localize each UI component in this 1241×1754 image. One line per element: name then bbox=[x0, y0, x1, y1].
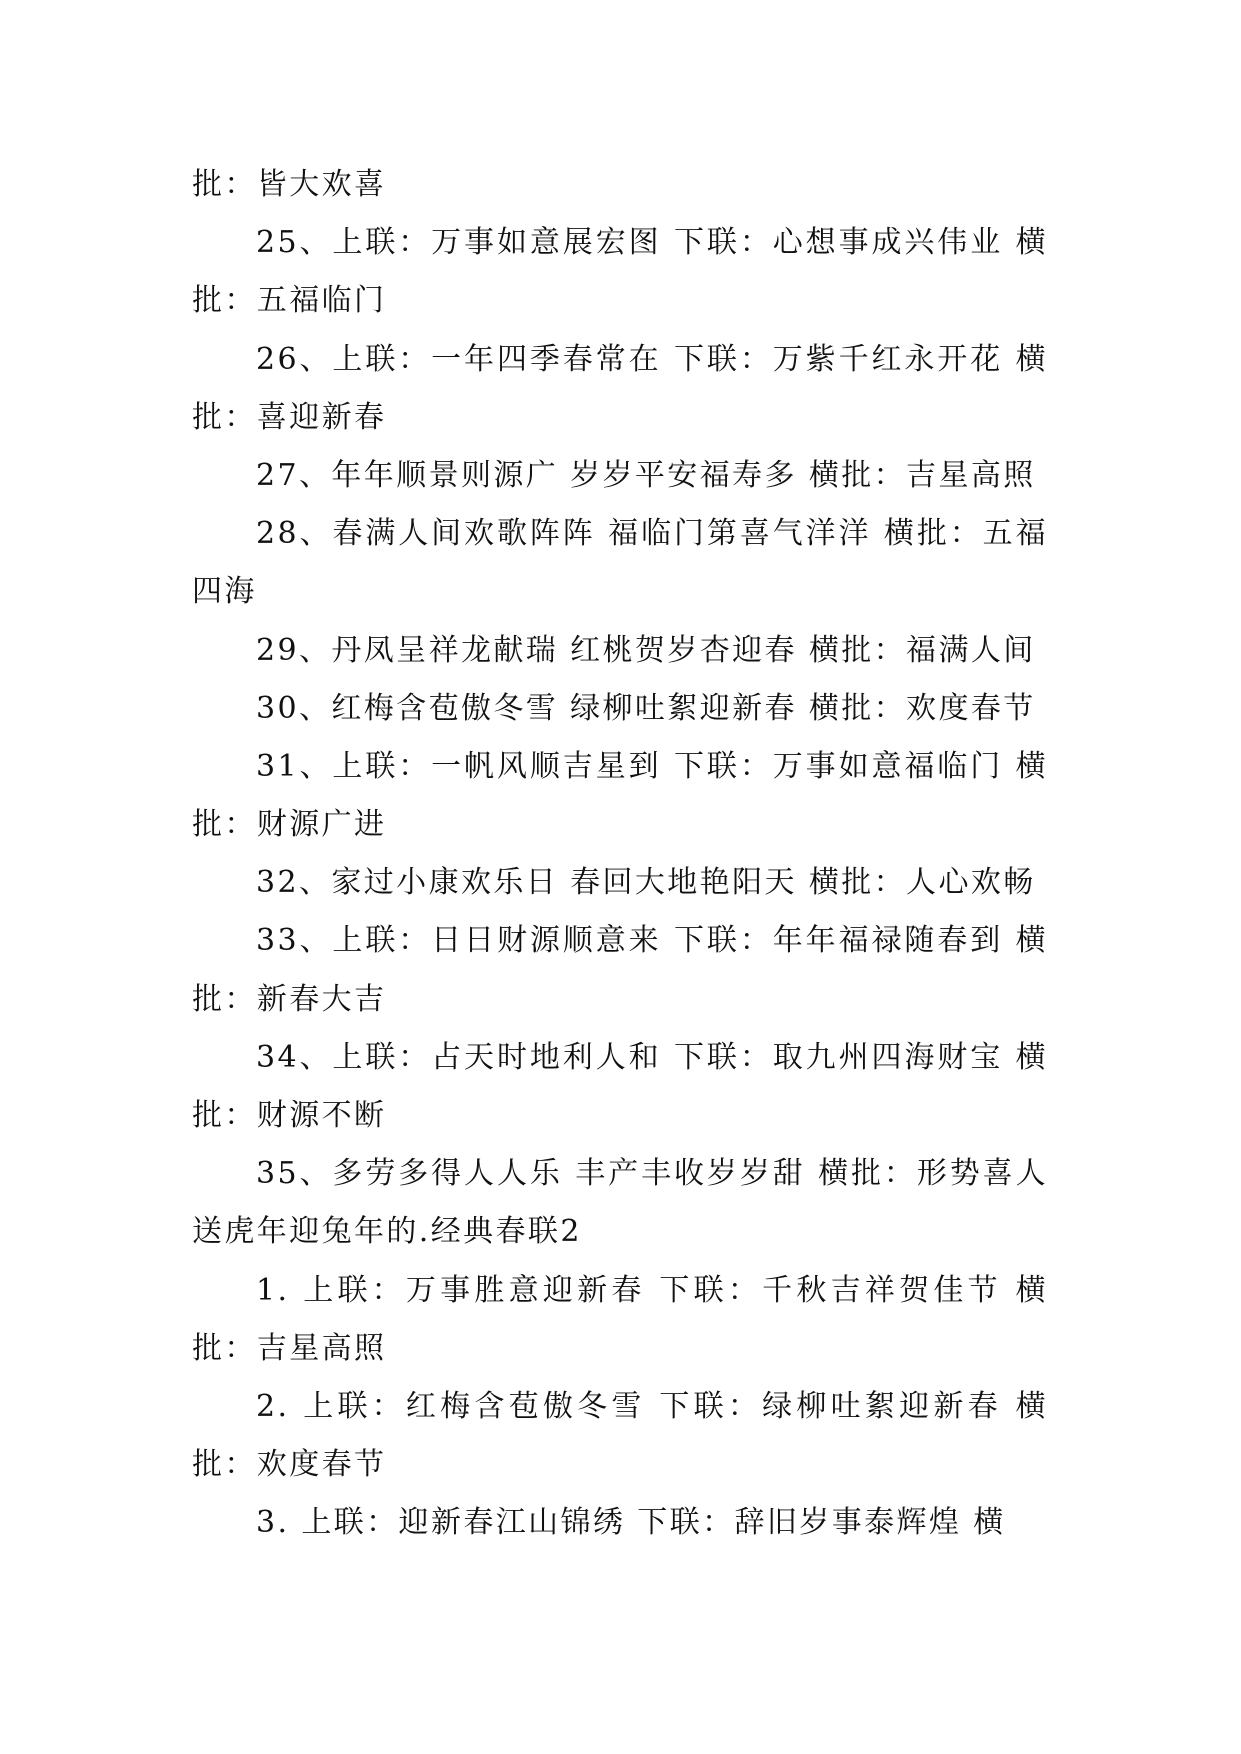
text-line: 28、春满人间欢歌阵阵 福临门第喜气洋洋 横批：五福 bbox=[256, 516, 1048, 552]
document-body bbox=[192, 156, 1048, 1553]
paragraph bbox=[192, 1145, 1048, 1261]
text-line: 26、上联：一年四季春常在 下联：万紫千红永开花 横 bbox=[256, 341, 1048, 377]
paragraph bbox=[192, 1378, 1048, 1494]
paragraph bbox=[192, 738, 1048, 854]
text-line: 29、丹凤呈祥龙献瑞 红桃贺岁杏迎春 横批：福满人间 bbox=[256, 632, 1036, 668]
text-line: 31、上联：一帆风顺吉星到 下联：万事如意福临门 横 bbox=[256, 748, 1048, 784]
text-line: 32、家过小康欢乐日 春回大地艳阳天 横批：人心欢畅 bbox=[256, 865, 1036, 901]
paragraph bbox=[192, 447, 1048, 505]
text-line: 批：吉星高照 bbox=[192, 1330, 387, 1366]
paragraph bbox=[192, 156, 1048, 214]
paragraph bbox=[192, 1494, 1048, 1552]
text-line: 25、上联：万事如意展宏图 下联：心想事成兴伟业 横 bbox=[256, 225, 1048, 261]
text-line: 四海 bbox=[192, 574, 257, 610]
text-line: 33、上联：日日财源顺意来 下联：年年福禄随春到 横 bbox=[256, 923, 1048, 959]
text-line: 批：欢度春节 bbox=[192, 1447, 387, 1483]
paragraph bbox=[192, 1262, 1048, 1378]
text-line: 2. 上联：红梅含苞傲冬雪 下联：绿柳吐絮迎新春 横 bbox=[256, 1388, 1048, 1424]
text-line: 35、多劳多得人人乐 丰产丰收岁岁甜 横批：形势喜人 bbox=[256, 1156, 1048, 1192]
text-line: 送虎年迎兔年的.经典春联2 bbox=[192, 1214, 582, 1250]
paragraph bbox=[192, 854, 1048, 912]
paragraph bbox=[192, 622, 1048, 680]
text-line: 批：皆大欢喜 bbox=[192, 167, 387, 202]
text-line: 34、上联：占天时地利人和 下联：取九州四海财宝 横 bbox=[256, 1039, 1048, 1075]
text-line: 批：财源不断 bbox=[192, 1098, 387, 1133]
paragraph bbox=[192, 680, 1048, 738]
paragraph bbox=[192, 505, 1048, 621]
paragraph bbox=[192, 331, 1048, 447]
text-line: 3. 上联：迎新春江山锦绣 下联：辞旧岁事泰辉煌 横 bbox=[256, 1505, 1006, 1541]
text-line: 批：新春大吉 bbox=[192, 981, 387, 1017]
paragraph bbox=[192, 912, 1048, 1028]
text-line: 27、年年顺景则源广 岁岁平安福寿多 横批：吉星高照 bbox=[256, 457, 1036, 493]
paragraph bbox=[192, 214, 1048, 330]
paragraph bbox=[192, 1029, 1048, 1145]
text-line: 批：财源广进 bbox=[192, 807, 387, 843]
text-line: 1. 上联：万事胜意迎新春 下联：千秋吉祥贺佳节 横 bbox=[256, 1272, 1048, 1308]
text-line: 批：喜迎新春 bbox=[192, 399, 387, 435]
text-line: 批：五福临门 bbox=[192, 283, 387, 319]
text-line: 30、红梅含苞傲冬雪 绿柳吐絮迎新春 横批：欢度春节 bbox=[256, 690, 1036, 726]
